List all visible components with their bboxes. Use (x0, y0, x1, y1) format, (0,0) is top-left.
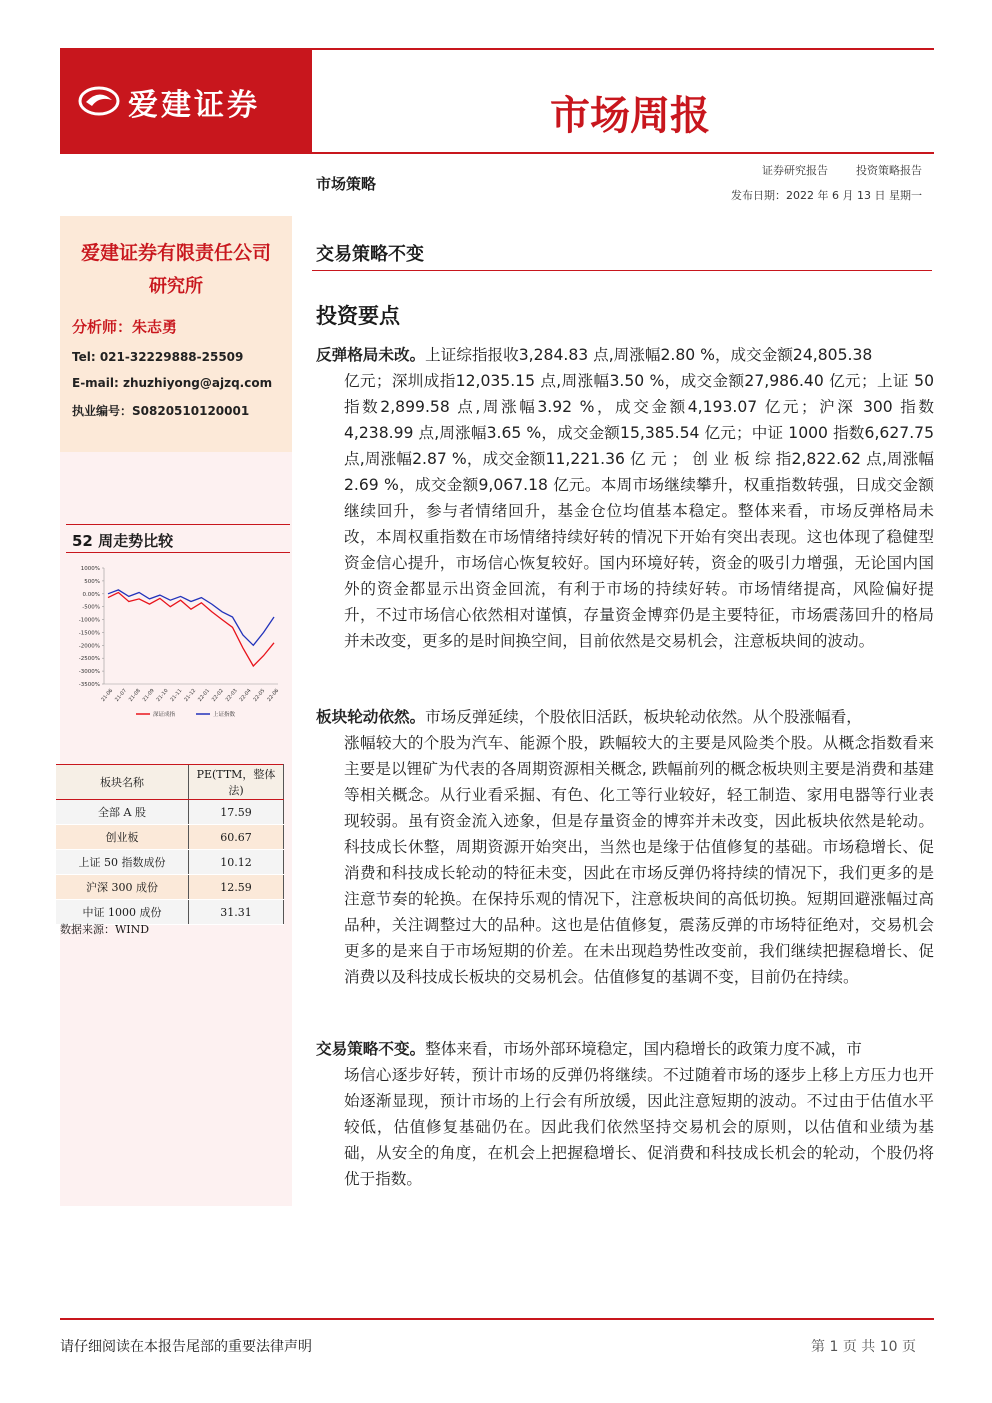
legend-label: 上证指数 (213, 712, 236, 718)
paragraph-heading: 交易策略不变。 (316, 1040, 426, 1058)
paragraph-first-line: 整体来看，市场外部环境稳定，国内稳增长的政策力度不减，市 (425, 1040, 862, 1058)
report-category: 市场策略 (316, 175, 377, 193)
x-tick-label: 22-01 (197, 687, 212, 703)
pe-table-header-sector: 板块名称 (56, 765, 189, 800)
analyst-license: 执业编号：S0820510120001 (72, 404, 250, 418)
x-tick-label: 22-04 (238, 687, 253, 703)
series-line-1 (108, 590, 274, 645)
pe-value: 17.59 (189, 800, 284, 825)
pe-sector: 沪深 300 成份 (56, 875, 189, 900)
y-tick-label: -1500% (78, 630, 100, 637)
paragraph-rebound (316, 342, 934, 654)
table-row (56, 875, 284, 900)
x-tick-label: 22-05 (252, 687, 267, 703)
pe-table (56, 764, 284, 925)
x-tick-label: 21-10 (155, 687, 170, 703)
paragraph-body: 涨幅较大的个股为汽车、能源个股，跌幅较大的主要是风险类个股。从概念指数看来主要是以锂矿为代表的各周期资源相关概念, 跌幅前列的概念板块则主要是消费和基建等相关概念。从行业看采掘、有色、化工等行业较好，轻工制造、家用电器等行业表现较弱。虽有资金流入迹象，但是存量资金的博弈并未改变，因此板块依然是轮动。科技成长休整，周期资源开始突出，当然也是缘于估值修复的基础。市场稳增长、促消费和科技成长轮动的特征未变，因此在市场反弹仍将持续的情况下，我们更多的是注意节奏的轮换。在保持乐观的情况下，注意板块间的高低切换。短期回避涨幅过高品种，关注调整过大的品种。这也是估值修复，震荡反弹的市场特征绝对，交易机会更多的是来自于市场短期的价差。在未出现趋势性改变前，我们继续把握稳增长、促消费以及科技成长板块的交易机会。估值修复的基调不变，目前仍在持续。 (344, 734, 934, 986)
x-tick-label: 21-06 (100, 687, 115, 703)
x-tick-label: 21-11 (169, 687, 184, 703)
analyst-tel: Tel: 021-32229888-25509 (72, 350, 244, 364)
y-tick-label: 1000% (80, 566, 100, 572)
trend-title-rule-bottom (66, 552, 290, 553)
page-number: 第 1 页 共 10 页 (811, 1339, 916, 1355)
pe-sector: 上证 50 指数成份 (56, 850, 189, 875)
pe-value: 12.59 (189, 875, 284, 900)
section-title: 投资要点 (316, 304, 400, 328)
table-row (56, 800, 284, 825)
footer-disclaimer: 请仔细阅读在本报告尾部的重要法律声明 (60, 1339, 312, 1355)
y-tick-label: -2000% (78, 643, 100, 650)
legend-label: 深证成指 (153, 712, 176, 718)
x-tick-label: 21-09 (141, 687, 156, 703)
x-tick-label: 22-02 (210, 687, 225, 703)
report-type-2: 投资策略报告 (856, 164, 922, 177)
paragraph-heading: 反弹格局未改。 (316, 346, 426, 364)
data-source: 数据来源：WIND (60, 923, 150, 936)
y-tick-label: -3000% (78, 669, 100, 676)
x-tick-label: 22-03 (224, 687, 239, 703)
paragraph-rotation (316, 704, 934, 990)
logo-icon (78, 86, 120, 116)
paragraph-strategy (316, 1036, 934, 1192)
y-tick-label: 500% (84, 578, 100, 585)
company-name: 爱建证券有限责任公司 (80, 242, 271, 264)
report-type (734, 162, 922, 178)
y-tick-label: -1000% (78, 617, 100, 624)
trend-title-rule-top (66, 524, 290, 525)
pe-value: 60.67 (189, 825, 284, 850)
headline-rule (312, 270, 932, 271)
table-row (56, 850, 284, 875)
x-tick-label: 21-07 (114, 687, 129, 703)
headline: 交易策略不变 (316, 244, 424, 265)
series-line-0 (108, 593, 274, 667)
analyst-name: 分析师：朱志勇 (72, 318, 178, 336)
pe-value: 31.31 (189, 900, 284, 925)
x-tick-label: 22-06 (266, 687, 281, 703)
paragraph-first-line: 市场反弹延续，个股依旧活跃，板块轮动依然。从个股涨幅看， (425, 708, 862, 726)
report-type-1: 证券研究报告 (762, 164, 828, 177)
paragraph-body: 场信心逐步好转，预计市场的反弹仍将继续。不过随着市场的逐步上移上方压力也开始逐渐显现，预计市场的上行会有所放缓，因此注意短期的波动。不过由于估值水平较低，估值修复基础仍在。因此我们依然坚持交易机会的原则，以估值和业绩为基础，从安全的角度，在机会上把握稳增长、促消费和科技成长机会的轮动，个股仍将优于指数。 (344, 1066, 934, 1188)
y-tick-label: -3500% (78, 682, 100, 688)
paragraph-body: 亿元；深圳成指12,035.15 点,周涨幅3.50 %，成交金额27,986.40 亿元；上证 50 指数2,899.58 点,周涨幅3.92 %，成交金额4,193.07 亿元；沪深 300 指数4,238.99 点,周涨幅3.65 %，成交金额15,385.54 亿元；中证 1000 指数6,627.75 点,周涨幅2.87 %，成交金额11,221.36 亿 元 ； 创 业 板 综 指2,822.62 点,周涨幅2.69 %，成交金额9,067.18 亿元。本周市场继续攀升，权重指数转强，日成交金额继续回升，参与者情绪回升，基金仓位均值基本稳定。整体来看，市场反弹格局未改，本周权重指数在市场情绪持续好转的情况下开始有突出表现。这也体现了稳健型资金信心提升，市场信心恢复较好。国内环境好转，资金的吸引力增强，无论国内国外的资金都显示出资金回流，有利于市场的持续好转。市场情绪提高，风险偏好提升，不过市场信心依然相对谨慎，存量资金博弈仍是主要特征，市场震荡回升的格局并未改变，更多的是时间换空间，目前依然是交易机会，注意板块间的波动。 (344, 372, 934, 650)
publish-date: 发布日期：2022 年 6 月 13 日 星期一 (731, 189, 922, 202)
y-tick-label: -2500% (78, 656, 100, 663)
x-tick-label: 21-12 (183, 687, 198, 703)
pe-sector: 创业板 (56, 825, 189, 850)
analyst-email[interactable]: E-mail: zhuzhiyong@ajzq.com (72, 376, 273, 390)
report-title: 市场周报 (550, 93, 710, 139)
header-bottom-rule (60, 152, 934, 154)
header-top-rule (312, 48, 934, 50)
trend-title: 52 周走势比较 (72, 532, 174, 550)
footer-rule (60, 1318, 934, 1320)
pe-sector: 全部 A 股 (56, 800, 189, 825)
paragraph-heading: 板块轮动依然。 (316, 708, 426, 726)
x-tick-label: 21-08 (127, 687, 142, 703)
pe-sector: 中证 1000 成份 (56, 900, 189, 925)
institute-name: 研究所 (149, 276, 203, 297)
y-tick-label: 0.00% (82, 591, 100, 598)
table-row (56, 825, 284, 850)
trend-chart (66, 562, 286, 724)
logo-text: 爱建证券 (128, 88, 260, 123)
y-tick-label: -500% (82, 604, 100, 611)
pe-table-header-pe: PE(TTM，整体法) (189, 765, 284, 800)
paragraph-first-line: 上证综指报收3,284.83 点,周涨幅2.80 %，成交金额24,805.38 (425, 346, 873, 364)
pe-value: 10.12 (189, 850, 284, 875)
